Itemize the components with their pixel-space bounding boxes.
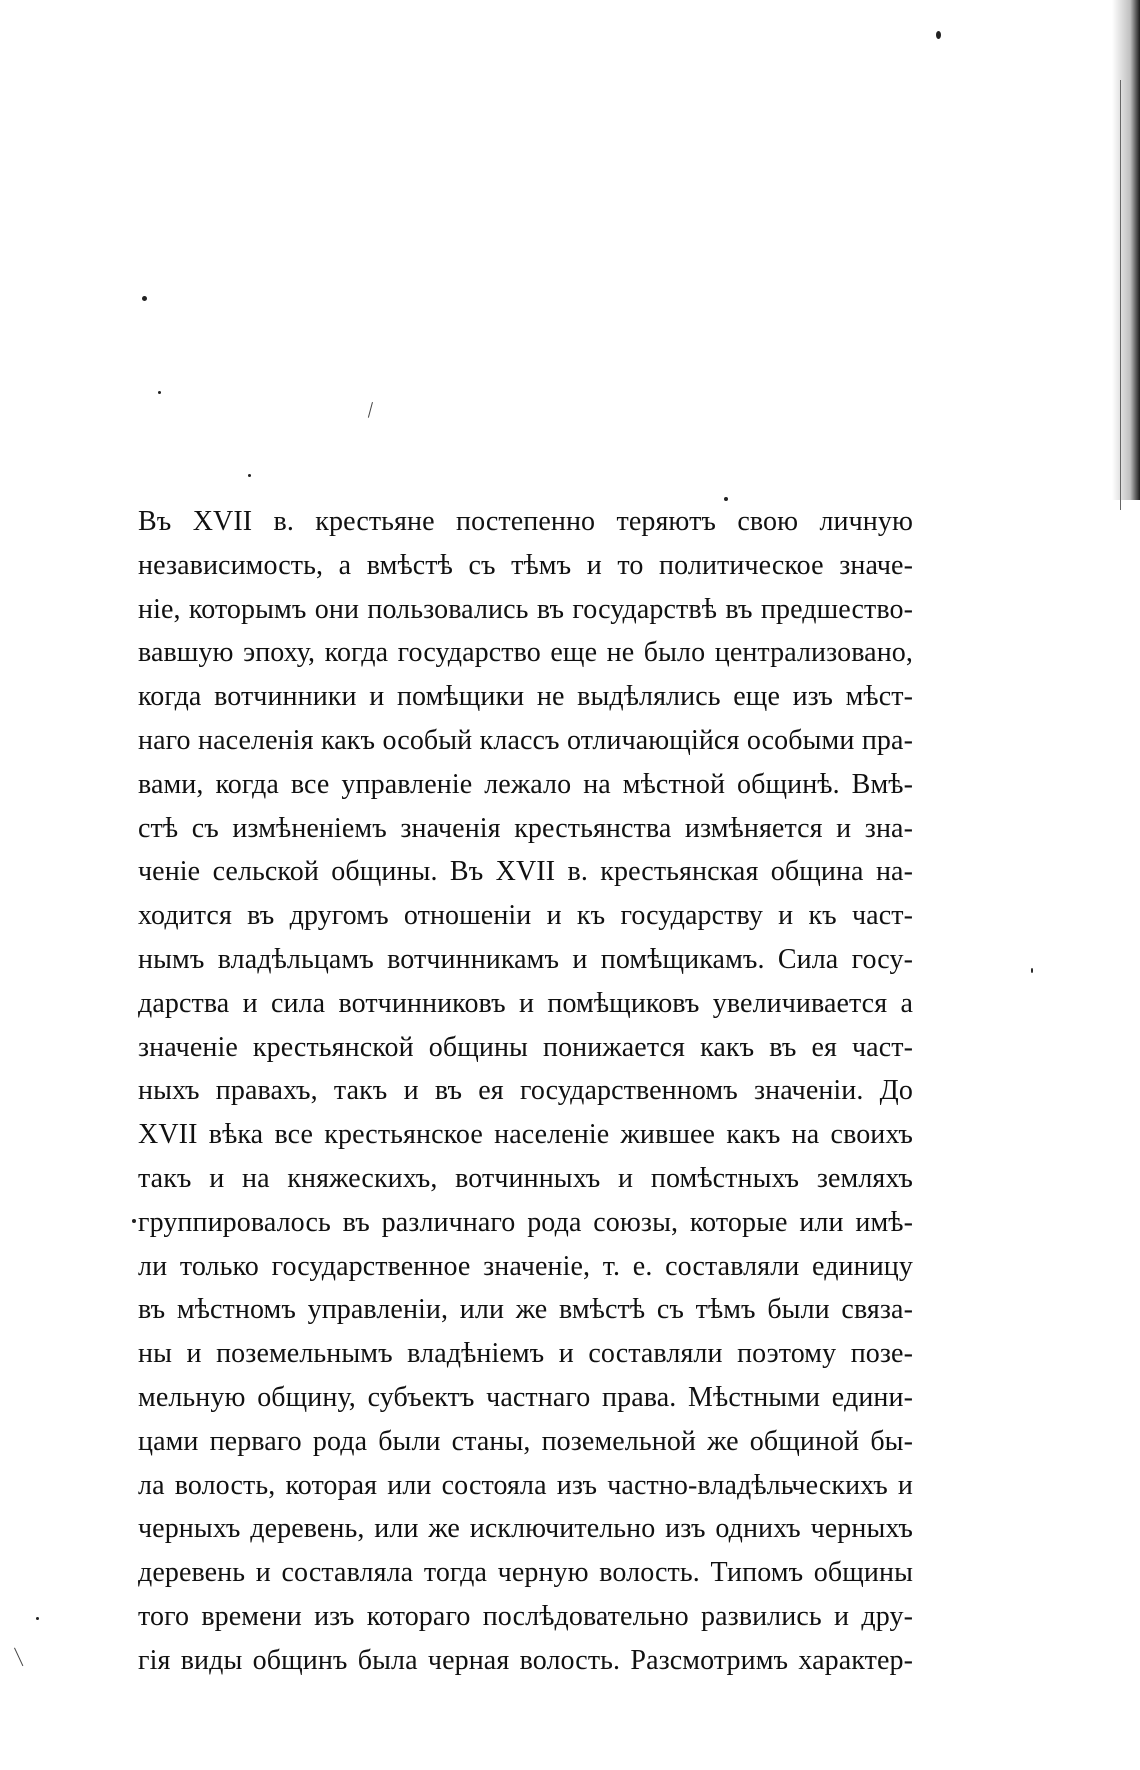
text-line: вавшую эпоху, когда государство еще не было централизовано, <box>138 637 913 669</box>
ink-speck <box>1031 968 1033 973</box>
text-line: Въ XVII в. крестьяне постепенно теряютъ свою личную <box>138 506 913 537</box>
page-edge-shadow <box>1112 0 1140 500</box>
text-line: группировалось въ различнаго рода союзы, которые или имѣ- <box>138 1206 913 1238</box>
ink-speck <box>36 1617 39 1620</box>
scan-mark <box>1120 80 1121 510</box>
scan-mark <box>368 402 373 418</box>
text-line: ченіе сельской общины. Въ XVII в. крестьянская община на- <box>138 856 913 888</box>
text-line: ла волость, которая или состояла изъ частно-владѣльческихъ и <box>138 1469 913 1501</box>
ink-speck <box>132 1219 136 1223</box>
text-line: гія виды общинъ была черная волость. Разсмотримъ характер- <box>138 1644 913 1676</box>
ink-speck <box>248 474 251 477</box>
text-line: ніе, которымъ они пользовались въ государствѣ въ предшество- <box>138 593 913 625</box>
text-line: мельную общину, субъектъ частнаго права. Мѣстными едини- <box>138 1381 913 1413</box>
text-line: ходится въ другомъ отношеніи и къ государству и къ част- <box>138 900 913 932</box>
text-line: того времени изъ котораго послѣдовательно развились и дру- <box>138 1600 913 1632</box>
text-line: когда вотчинники и помѣщики не выдѣлялись еще изъ мѣст- <box>138 681 913 713</box>
text-line: значеніе крестьянской общины понижается какъ въ ея част- <box>138 1031 913 1063</box>
ink-speck <box>158 391 161 394</box>
scan-mark <box>14 1648 23 1667</box>
text-line: черныхъ деревень, или же исключительно изъ однихъ черныхъ <box>138 1513 913 1545</box>
text-line: въ мѣстномъ управленіи, или же вмѣстѣ съ тѣмъ были связа- <box>138 1294 913 1326</box>
text-line: стѣ съ измѣненіемъ значенія крестьянства измѣняется и зна- <box>138 812 913 844</box>
text-line: цами перваго рода были станы, поземельной же общиной бы- <box>138 1425 913 1457</box>
body-paragraph <box>138 500 913 1683</box>
text-line: ли только государственное значеніе, т. е. составляли единицу <box>138 1250 913 1282</box>
ink-speck <box>142 296 147 301</box>
text-line: XVII вѣка все крестьянское населеніе жившее какъ на своихъ <box>138 1119 913 1151</box>
text-line: наго населенія какъ особый классъ отличающійся особыми пра- <box>138 724 913 756</box>
text-line: ныхъ правахъ, такъ и въ ея государственномъ значеніи. До <box>138 1075 913 1107</box>
text-line: ны и поземельнымъ владѣніемъ и составляли поэтому позе- <box>138 1338 913 1370</box>
text-line: вами, когда все управленіе лежало на мѣстной общинѣ. Вмѣ- <box>138 768 913 800</box>
text-line: дарства и сила вотчинниковъ и помѣщиковъ увеличивается а <box>138 987 913 1019</box>
text-line: независимость, а вмѣстѣ съ тѣмъ и то политическое значе- <box>138 549 913 581</box>
text-line: такъ и на княжескихъ, вотчинныхъ и помѣстныхъ земляхъ <box>138 1162 913 1194</box>
text-line: деревень и составляла тогда черную волость. Типомъ общины <box>138 1557 913 1589</box>
text-line: нымъ владѣльцамъ вотчинникамъ и помѣщикамъ. Сила госу- <box>138 943 913 975</box>
ink-speck <box>936 31 941 39</box>
